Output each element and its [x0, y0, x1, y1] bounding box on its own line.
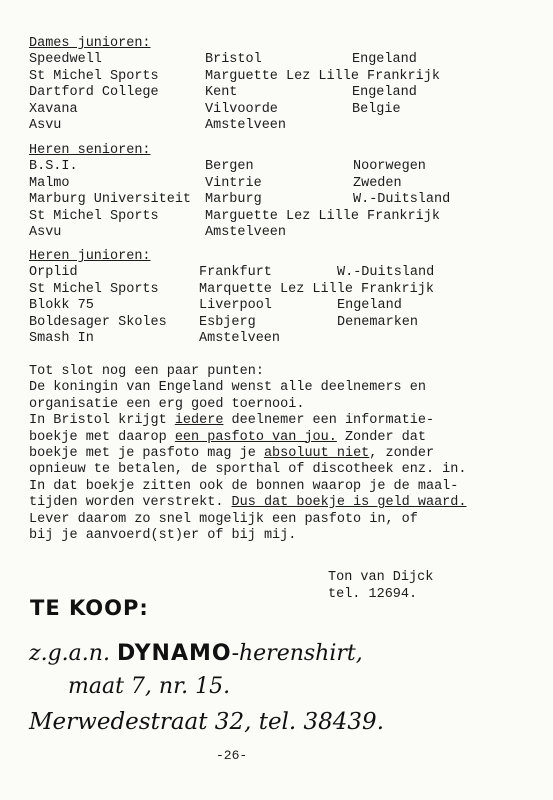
paragraph-line: bij je aanvoerd(st)er of bij mij.: [29, 527, 297, 543]
team-row: Marburg Universiteit Marburg W.-Duitsland: [29, 192, 451, 207]
team-row: Boldesager Skoles Esbjerg Denemarken: [29, 314, 419, 330]
advert-heading: TE KOOP:: [30, 596, 149, 620]
team-row: Orplid Frankfurt W.-Duitsland: [29, 265, 435, 280]
advert-line: Merwedestraat 32, tel. 38439.: [29, 709, 385, 735]
closing-paragraph: [29, 364, 499, 544]
team-row: Asvu Amstelveen: [29, 118, 287, 133]
advert-line: maat 7, nr. 15.: [68, 674, 231, 699]
team-row: Dartford College Kent Engeland: [29, 85, 417, 100]
underlined-text: absoluut niet: [263, 445, 370, 461]
team-row: St Michel Sports Marquette Lez Lille Frankrijk: [29, 281, 434, 297]
underlined-text: iedere: [174, 413, 224, 429]
underlined-text: Dus dat boekje is geld waard.: [231, 495, 467, 511]
paragraph-line: Lever daarom zo snel mogelijk een pasfoto in, of: [29, 511, 418, 527]
section-heren-junioren: [29, 249, 529, 348]
team-row: Asvu Amstelveen: [29, 225, 287, 240]
paragraph-line: De koningin van Engeland wenst alle deelnemers en: [29, 380, 426, 396]
team-row: Speedwell Bristol Engeland: [29, 52, 417, 67]
page-number: -26-: [216, 748, 248, 763]
team-row: Smash In Amstelveen: [29, 331, 281, 346]
paragraph-line: opnieuw te betalen, de sporthal of discotheek enz. in.: [29, 462, 467, 478]
section-heading: Dames junioren:: [29, 36, 151, 51]
paragraph-line: boekje met je pasfoto mag je absoluut niet, zonder: [29, 445, 435, 461]
signature-phone: tel. 12694.: [328, 587, 418, 602]
advert-line: z.g.a.n. DYNAMO-herenshirt,: [29, 641, 363, 666]
team-row: Malmo Vintrie Zweden: [29, 175, 402, 191]
team-row: Blokk 75 Liverpool Engeland: [29, 298, 402, 313]
section-heren-senioren: [29, 143, 529, 242]
section-dames-junioren: [29, 36, 529, 135]
paragraph-line: Tot slot nog een paar punten:: [29, 364, 264, 379]
team-row: B.S.I. Bergen Noorwegen: [29, 159, 426, 174]
team-row: Xavana Vilvoorde Belgie: [29, 101, 401, 117]
signature-name: Ton van Dijck: [328, 570, 434, 585]
underlined-text: een pasfoto van jou.: [174, 429, 337, 445]
section-heading: Heren junioren:: [29, 249, 151, 264]
paragraph-line: In dat boekje zitten ook de bonnen waarop je de maal-: [29, 478, 459, 494]
team-row: St Michel Sports Marguette Lez Lille Frankrijk: [29, 208, 440, 224]
paragraph-line: In Bristol krijgt iedere deelnemer een informatie-: [29, 413, 435, 429]
paragraph-line: boekje met daarop een pasfoto van jou. Zonder dat: [29, 429, 426, 445]
signature-block: [328, 569, 433, 603]
section-heading: Heren senioren:: [29, 143, 151, 158]
paragraph-line: tijden worden verstrekt. Dus dat boekje is geld waard.: [29, 495, 467, 511]
paragraph-line: organisatie een erg goed toernooi.: [29, 396, 305, 412]
team-row: St Michel Sports Marguette Lez Lille Frankrijk: [29, 68, 440, 84]
